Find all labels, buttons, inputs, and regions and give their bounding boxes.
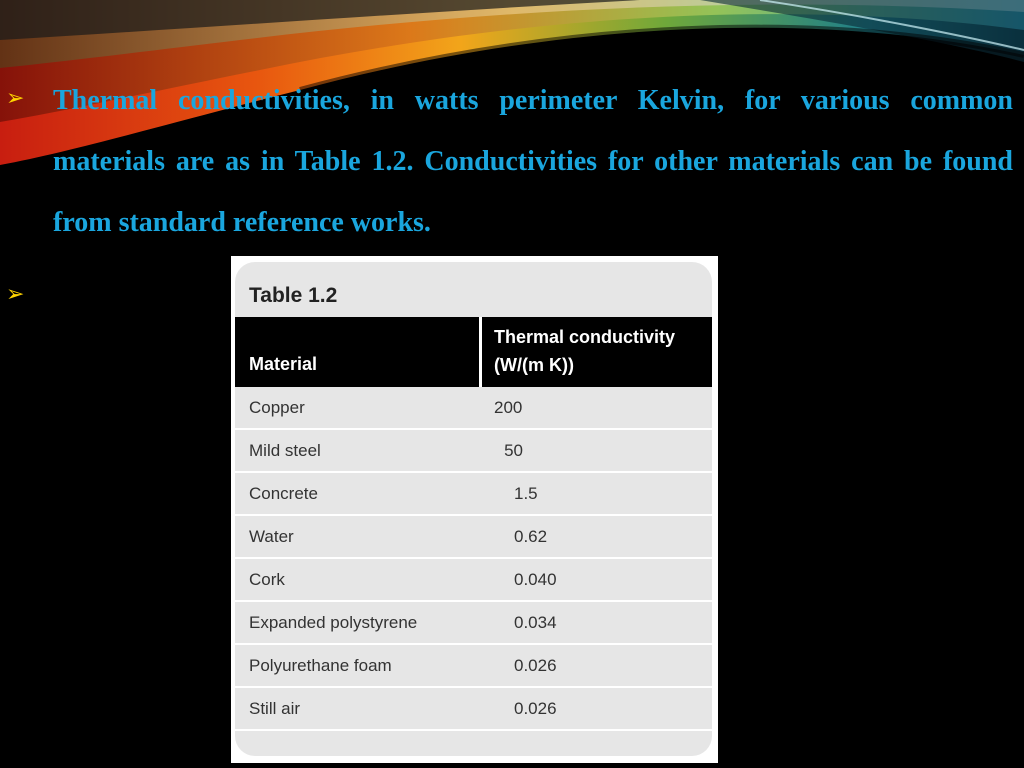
column-header-material: Material xyxy=(249,354,318,374)
conductivity-cell: 1.5 xyxy=(514,484,538,503)
table-row xyxy=(235,430,712,473)
table-row xyxy=(235,688,712,731)
material-cell: Water xyxy=(249,527,294,546)
conductivity-cell: 200 xyxy=(494,398,523,417)
bullet-icon: ➢ xyxy=(6,282,25,307)
table-image xyxy=(231,256,718,763)
table-row xyxy=(235,516,712,559)
material-cell: Polyurethane foam xyxy=(249,656,392,675)
table-row xyxy=(235,473,712,516)
table-panel xyxy=(235,262,712,756)
material-cell: Copper xyxy=(249,398,305,417)
conductivity-cell: 0.026 xyxy=(514,699,557,718)
table-body xyxy=(235,387,712,731)
table-row xyxy=(235,387,712,430)
table-row xyxy=(235,645,712,688)
column-header-conductivity: Thermal conductivity (W/(m K)) xyxy=(494,327,676,375)
table-title: Table 1.2 xyxy=(249,284,338,307)
conductivity-cell: 0.62 xyxy=(514,527,548,546)
conductivity-cell: 50 xyxy=(504,441,523,460)
conductivity-cell: 0.026 xyxy=(514,656,557,675)
conductivity-cell: 0.040 xyxy=(514,570,557,589)
slide-paragraph: Thermal conductivities, in watts perimeter Kelvin, for various common materials are as in Table 1.2. Conductivities for other materials can be found from standard reference works. xyxy=(53,85,1013,238)
bullet-icon: ➢ xyxy=(6,86,25,111)
material-cell: Still air xyxy=(249,699,301,718)
conductivity-cell: 0.034 xyxy=(514,613,557,632)
table-row xyxy=(235,559,712,602)
column-divider xyxy=(479,317,482,387)
material-cell: Expanded polystyrene xyxy=(249,613,418,632)
material-cell: Mild steel xyxy=(249,441,321,460)
table-row xyxy=(235,602,712,645)
material-cell: Cork xyxy=(249,570,285,589)
material-cell: Concrete xyxy=(249,484,318,503)
table-header xyxy=(235,317,712,387)
